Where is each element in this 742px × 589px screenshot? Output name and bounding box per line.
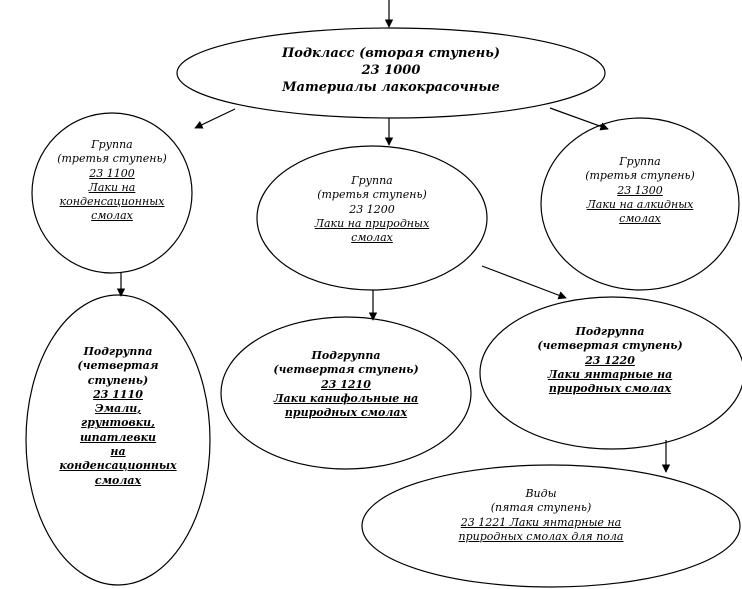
subgroup-1110-name-6: смолах [94,473,142,487]
group-1100-name-1: Лаки на [88,180,136,194]
subgroup-1110-label [38,345,198,488]
group-1100-name-3: смолах [91,209,133,223]
group-1100-label [42,138,182,224]
subgroup-1210-code: 23 1210 [321,377,371,391]
group-1300-label [565,155,715,226]
subgroup-1220-code: 23 1220 [585,353,635,367]
group-1300-level: (третья ступень) [585,169,695,183]
subgroup-1210-level: (четвертая ступень) [273,363,419,377]
group-1200-label [292,174,452,245]
subgroup-1220-name-1: Лаки янтарные на [547,367,673,381]
subgroup-1220-level: (четвертая ступень) [537,339,683,353]
subgroup-1110-code: 23 1110 [93,387,143,401]
group-1300-code: 23 1300 [617,183,663,197]
subgroup-1220-name-2: природных смолах [548,382,672,396]
group-1300-title: Группа [619,155,661,168]
arrow-subclass-to-1100 [195,109,235,128]
group-1300-name-2: смолах [619,212,661,226]
group-1200-title: Группа [351,174,393,187]
subgroup-1110-name-1: Эмали, [94,402,142,416]
subclass-name: Материалы лакокрасочные [282,79,500,95]
subgroup-1110-title: Подгруппа [83,345,153,358]
subgroup-1110-level-2: ступень) [87,373,149,387]
group-1100-name-2: конденсационных [59,195,165,209]
group-1100-level: (третья ступень) [57,152,167,166]
kind-1221-label [421,487,661,544]
group-1200-name-2: смолах [351,231,393,245]
group-1200-level: (третья ступень) [317,188,427,202]
kind-1221-level: (пятая ступень) [490,501,592,515]
group-1300-name-1: Лаки на алкидных [586,197,694,211]
subgroup-1210-label [246,349,446,420]
subclass-label [227,46,555,97]
subgroup-1210-name-1: Лаки канифольные на [273,391,419,405]
subclass-title: Подкласс (вторая ступень) [282,46,500,61]
subgroup-1210-name-2: природных смолах [284,406,408,420]
subgroup-1110-name-3: шпатлевки [79,430,157,444]
subgroup-1110-level-1: (четвертая [77,359,159,373]
subgroup-1110-name-4: на [110,445,126,459]
subgroup-1210-title: Подгруппа [311,349,381,362]
group-1100-code: 23 1100 [89,166,135,180]
group-1100-title: Группа [91,138,133,151]
arrow-subclass-to-1300 [550,108,608,129]
kind-1221-name-1: 23 1221 Лаки янтарные на [460,515,622,529]
kind-1221-title: Виды [525,487,557,500]
group-1200-name-1: Лаки на природных [314,216,430,230]
arrow-1200-to-1220 [482,266,566,298]
subgroup-1220-label [510,325,710,396]
subgroup-1110-name-2: грунтовки, [81,416,155,430]
group-1200-code: 23 1200 [349,202,395,216]
subclass-code: 23 1000 [361,62,421,78]
kind-1221-name-2: природных смолах для пола [458,529,624,543]
subgroup-1110-name-5: конденсационных [59,459,177,473]
subgroup-1220-title: Подгруппа [575,325,645,338]
